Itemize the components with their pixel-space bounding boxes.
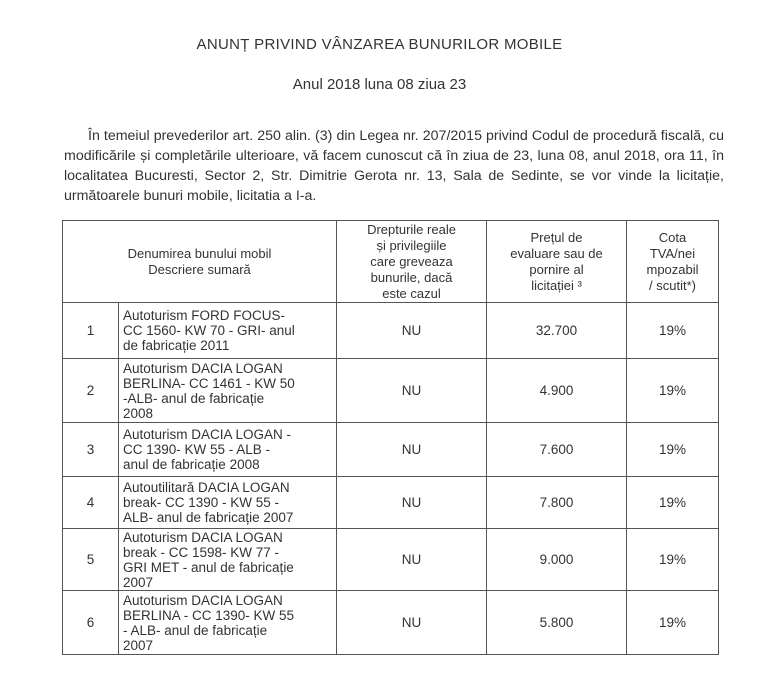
table-row	[63, 591, 719, 655]
table-row	[63, 359, 719, 423]
row-rights: NU	[337, 591, 487, 655]
table-row	[63, 529, 719, 591]
row-rights: NU	[337, 529, 487, 591]
row-vat: 19%	[627, 303, 719, 359]
header-price	[487, 221, 627, 303]
row-rights: NU	[337, 477, 487, 529]
row-vat: 19%	[627, 477, 719, 529]
row-description: Autoturism DACIA LOGAN - CC 1390- KW 55 - ALB - anul de fabricație 2008	[119, 423, 337, 477]
row-vat: 19%	[627, 423, 719, 477]
row-number: 2	[63, 359, 119, 423]
row-number: 5	[63, 529, 119, 591]
row-price: 4.900	[487, 359, 627, 423]
row-price: 7.600	[487, 423, 627, 477]
header-item-label: Denumirea bunului mobil Descriere sumară	[127, 245, 272, 277]
row-number: 4	[63, 477, 119, 529]
row-price: 32.700	[487, 303, 627, 359]
row-price: 9.000	[487, 529, 627, 591]
row-vat: 19%	[627, 359, 719, 423]
row-vat: 19%	[627, 591, 719, 655]
header-price-label: Prețul de evaluare sau de pornire al licitației ³	[510, 229, 603, 293]
header-vat-label: Cota TVA/nei mpozabil / scutit*)	[646, 229, 699, 293]
header-item-description	[63, 221, 337, 303]
row-number: 3	[63, 423, 119, 477]
row-rights: NU	[337, 359, 487, 423]
table-header-row	[63, 221, 719, 303]
row-description: Autoturism DACIA LOGAN break - CC 1598- KW 77 - GRI MET - anul de fabricație 2007	[119, 529, 337, 591]
row-vat: 19%	[627, 529, 719, 591]
table-row	[63, 423, 719, 477]
row-rights: NU	[337, 303, 487, 359]
table-row	[63, 303, 719, 359]
intro-paragraph: În temeiul prevederilor art. 250 alin. (3) din Legea nr. 207/2015 privind Codul de procedură fiscală, cu modificările și completările ulterioare, vă facem cunoscut că în ziua de 23, luna 08, anul 2018, ora 11, în localitatea Bucuresti, Sector 2, Str. Dimitrie Gerota nr. 13, Sala de Sedinte, se vor vinde la licitație, următoarele bunuri mobile, licitatia a I-a.	[64, 128, 724, 204]
row-number: 1	[63, 303, 119, 359]
announcement-date: Anul 2018 luna 08 ziua 23	[292, 76, 467, 93]
header-rights-label: Drepturile reale și privilegiile care greveaza bunurile, dacă este cazul	[367, 221, 456, 301]
row-description: Autoturism DACIA LOGAN BERLINA- CC 1461 - KW 50 -ALB- anul de fabricație 2008	[119, 359, 337, 423]
row-description: Autoturism DACIA LOGAN BERLINA - CC 1390- KW 55 - ALB- anul de fabricație 2007	[119, 591, 337, 655]
table-row	[63, 477, 719, 529]
page-title: ANUNȚ PRIVIND VÂNZAREA BUNURILOR MOBILE	[196, 36, 563, 53]
row-price: 7.800	[487, 477, 627, 529]
row-number: 6	[63, 591, 119, 655]
row-description: Autoutilitară DACIA LOGAN break- CC 1390 - KW 55 - ALB- anul de fabricație 2007	[119, 477, 337, 529]
row-description: Autoturism FORD FOCUS- CC 1560- KW 70 - GRI- anul de fabricație 2011	[119, 303, 337, 359]
row-price: 5.800	[487, 591, 627, 655]
header-rights	[337, 221, 487, 303]
row-rights: NU	[337, 423, 487, 477]
header-vat	[627, 221, 719, 303]
goods-table	[62, 220, 719, 655]
